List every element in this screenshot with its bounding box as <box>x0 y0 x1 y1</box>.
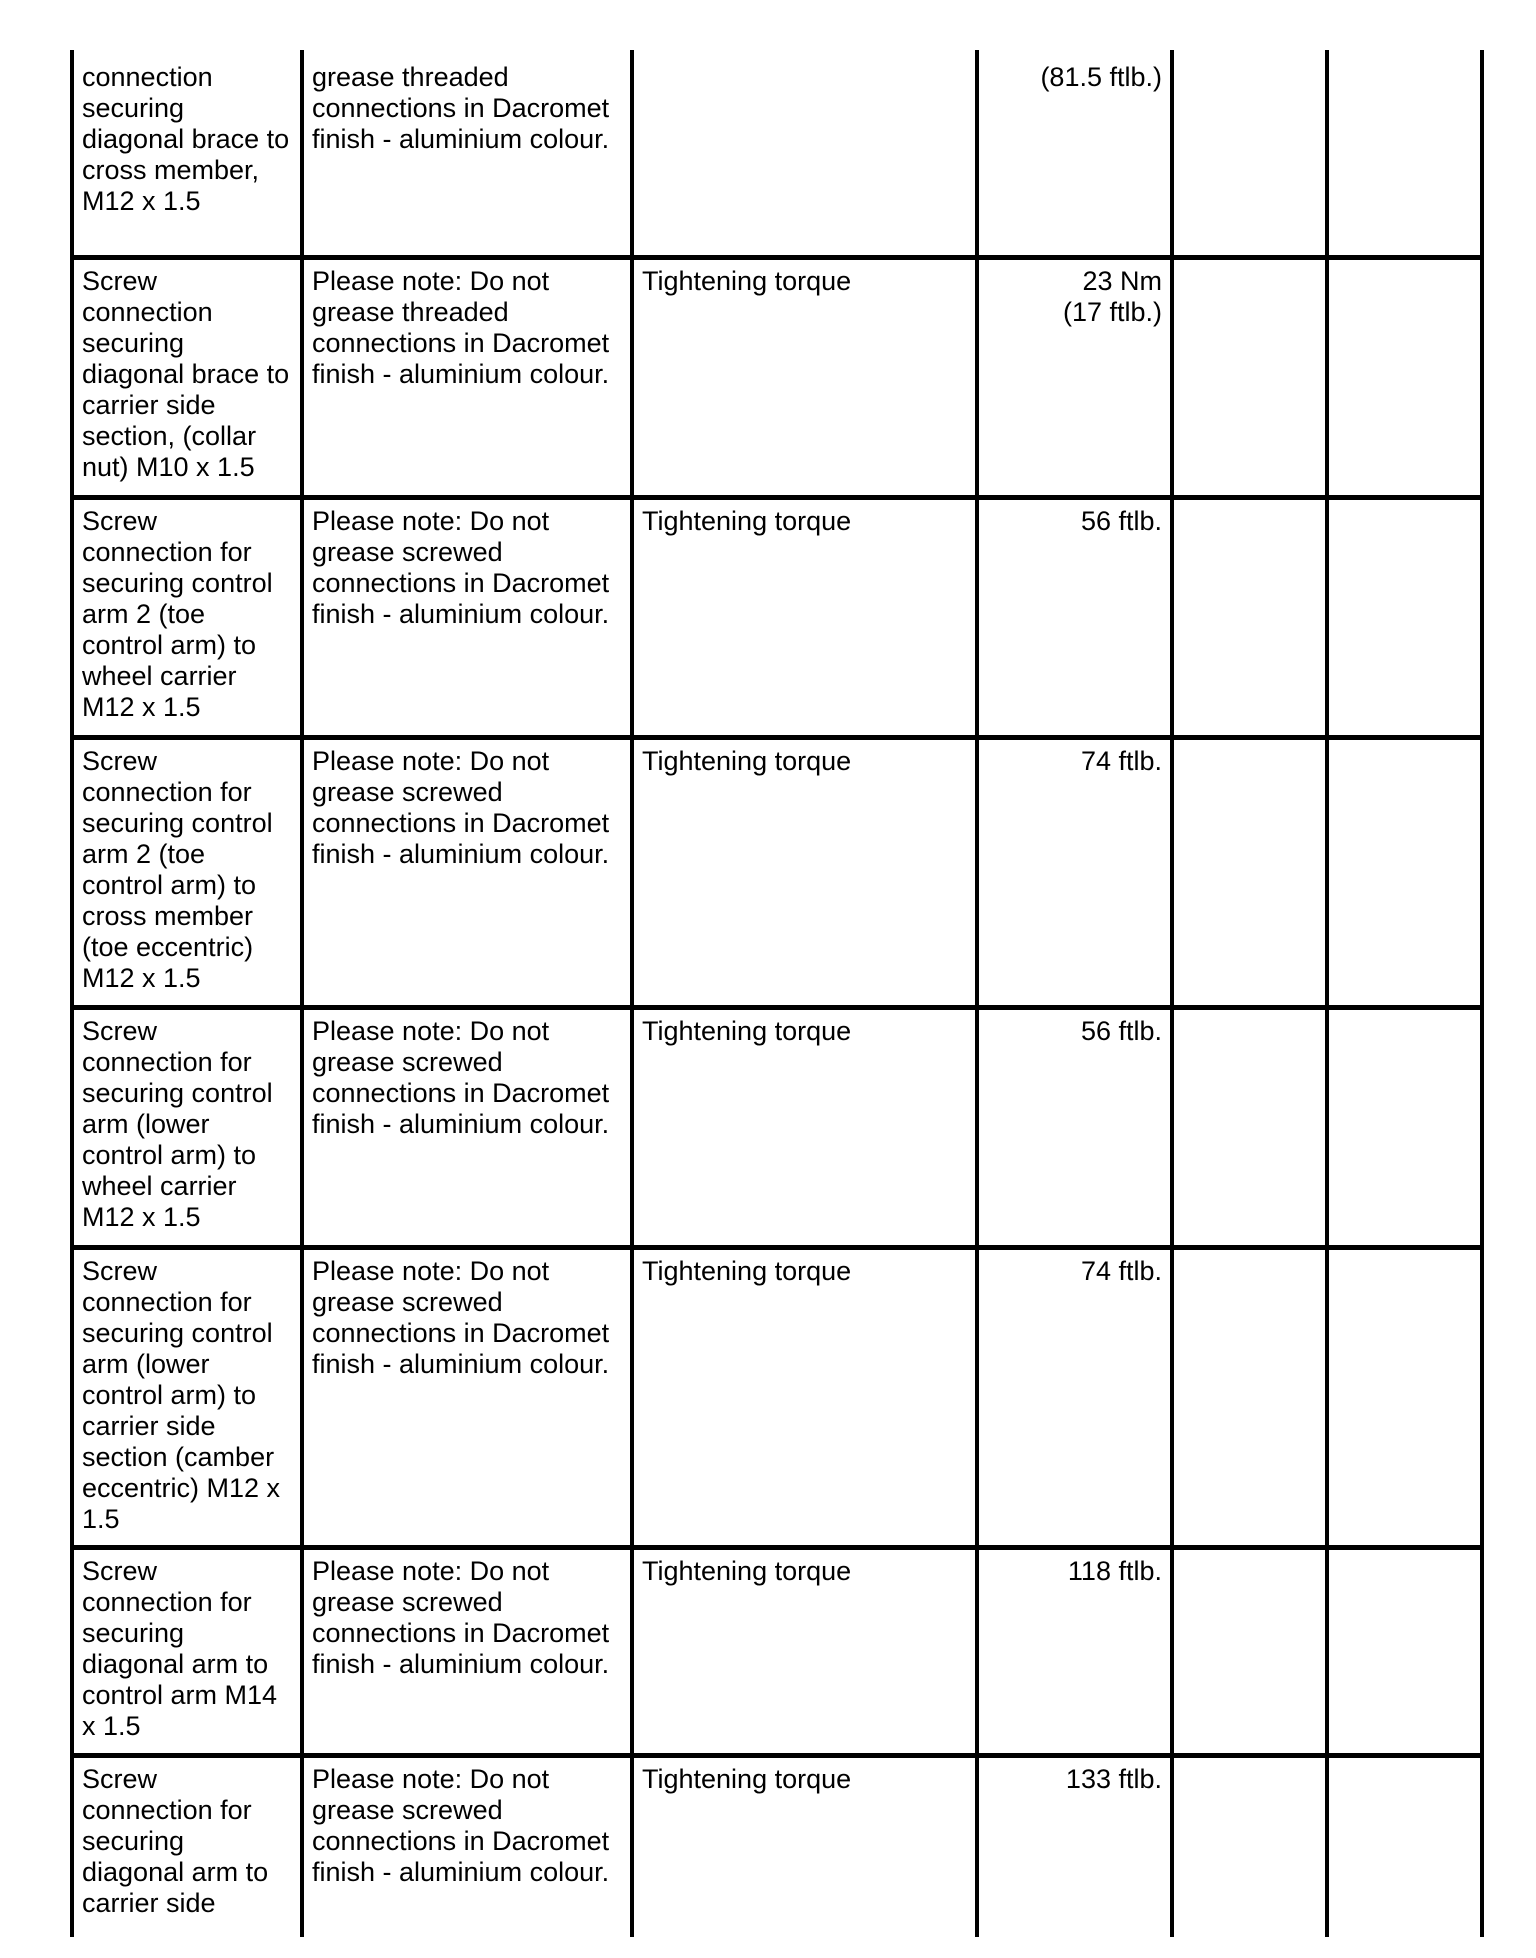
type-cell: Tightening torque <box>632 737 977 1007</box>
note-cell: Please note: Do not grease screwed connections in Dacromet finish - aluminium colour. <box>302 497 632 737</box>
table-row <box>72 497 1482 737</box>
type-cell: Tightening torque <box>632 1007 977 1247</box>
value-cell: 56 ftlb. <box>977 497 1172 737</box>
value-cell: 118 ftlb. <box>977 1547 1172 1755</box>
table-row <box>72 1755 1482 1937</box>
type-cell: Tightening torque <box>632 497 977 737</box>
empty-cell <box>1172 1755 1327 1937</box>
value-cell: 23 Nm (17 ftlb.) <box>977 257 1172 497</box>
empty-cell <box>1327 1547 1482 1755</box>
empty-cell <box>1327 1247 1482 1547</box>
value-cell: 74 ftlb. <box>977 1247 1172 1547</box>
note-cell: Please note: Do not grease screwed connections in Dacromet finish - aluminium colour. <box>302 737 632 1007</box>
component-cell: Screw connection securing diagonal brace to carrier side section, (collar nut) M10 x 1.5 <box>72 257 302 497</box>
empty-cell <box>1172 257 1327 497</box>
value-cell: 56 ftlb. <box>977 1007 1172 1247</box>
value-cell: (81.5 ftlb.) <box>977 50 1172 257</box>
table-row <box>72 257 1482 497</box>
type-cell <box>632 50 977 257</box>
component-cell: Screw connection for securing control arm (lower control arm) to carrier side section (camber eccentric) M12 x 1.5 <box>72 1247 302 1547</box>
torque-spec-table <box>70 50 1484 1937</box>
table-row <box>72 50 1482 257</box>
value-cell: 74 ftlb. <box>977 737 1172 1007</box>
type-cell: Tightening torque <box>632 1547 977 1755</box>
empty-cell <box>1172 497 1327 737</box>
table-row <box>72 1247 1482 1547</box>
note-cell: Please note: Do not grease screwed connections in Dacromet finish - aluminium colour. <box>302 1547 632 1755</box>
component-cell: Screw connection for securing control arm (lower control arm) to wheel carrier M12 x 1.5 <box>72 1007 302 1247</box>
note-cell: grease threaded connections in Dacromet finish - aluminium colour. <box>302 50 632 257</box>
note-cell: Please note: Do not grease screwed connections in Dacromet finish - aluminium colour. <box>302 1755 632 1937</box>
type-cell: Tightening torque <box>632 1247 977 1547</box>
note-cell: Please note: Do not grease screwed connections in Dacromet finish - aluminium colour. <box>302 1247 632 1547</box>
table-row <box>72 1007 1482 1247</box>
empty-cell <box>1172 50 1327 257</box>
empty-cell <box>1327 497 1482 737</box>
component-cell: Screw connection for securing control arm 2 (toe control arm) to wheel carrier M12 x 1.5 <box>72 497 302 737</box>
table-row <box>72 1547 1482 1755</box>
document-page <box>70 50 1480 1958</box>
note-cell: Please note: Do not grease threaded connections in Dacromet finish - aluminium colour. <box>302 257 632 497</box>
component-cell: connection securing diagonal brace to cross member, M12 x 1.5 <box>72 50 302 257</box>
component-cell: Screw connection for securing diagonal arm to control arm M14 x 1.5 <box>72 1547 302 1755</box>
empty-cell <box>1327 257 1482 497</box>
empty-cell <box>1172 1547 1327 1755</box>
empty-cell <box>1172 1007 1327 1247</box>
empty-cell <box>1327 1007 1482 1247</box>
type-cell: Tightening torque <box>632 257 977 497</box>
note-cell: Please note: Do not grease screwed connections in Dacromet finish - aluminium colour. <box>302 1007 632 1247</box>
empty-cell <box>1327 737 1482 1007</box>
table-row <box>72 737 1482 1007</box>
empty-cell <box>1172 1247 1327 1547</box>
value-cell: 133 ftlb. <box>977 1755 1172 1937</box>
empty-cell <box>1327 50 1482 257</box>
component-cell: Screw connection for securing diagonal arm to carrier side <box>72 1755 302 1937</box>
component-cell: Screw connection for securing control arm 2 (toe control arm) to cross member (toe eccentric) M12 x 1.5 <box>72 737 302 1007</box>
type-cell: Tightening torque <box>632 1755 977 1937</box>
empty-cell <box>1172 737 1327 1007</box>
empty-cell <box>1327 1755 1482 1937</box>
